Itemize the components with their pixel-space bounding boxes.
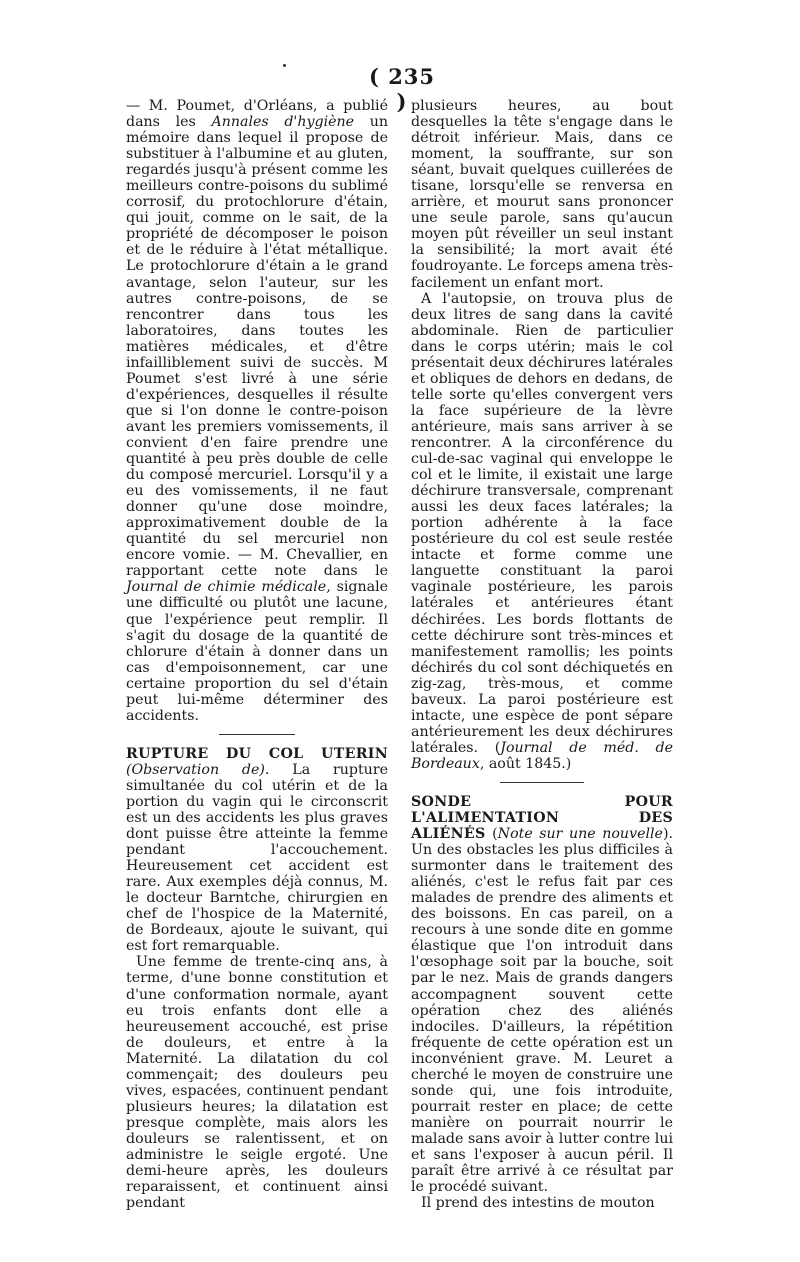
section-heading-rupture: RUPTURE DU COL UTERIN (126, 745, 388, 762)
citation-source: Journal de méd. de Bordeaux (411, 739, 673, 772)
section-subtitle-rupture: (Observation de). (126, 761, 270, 778)
print-speck (283, 64, 286, 67)
paragraph-rupture-continued: plusieurs heures, au bout desquelles la tête s'engage dans le détroit inférieur. Mais, dans ce moment, la souffrante, sur son séant, buvait quelques cuillerées de tisane, lorsqu'elle se renversa en arrière, et mourut sans prononcer une seule parole, sans qu'aucun moyen pût réveiller un seul instant la sensibilité; la mort avait été foudroyante. Le forceps amena très-facilement un enfant mort. (411, 98, 673, 291)
paragraph-rupture-autopsy: A l'autopsie, on trouva plus de deux litres de sang dans la cavité abdominale. Rien de particulier dans le corps utérin; mais le col présentait deux déchirures latérales et obliques de dehors en dedans, de telle sorte qu'elles convergent vers la face supérieure de la lèvre antérieure, mais sans arriver à se rencontrer. A la circonférence du cul-de-sac vaginal qui enveloppe le col et le limite, il existait une large déchirure transversale, comprenant aussi les deux faces latérales; la portion adhérente à la face postérieure du col est seule restée intacte et forme comme une languette constituant la paroi vaginale postérieure, les parois latérales et antérieures étant déchirées. Les bords flottants de cette déchirure sont très-minces et manifestement ramollis; les points déchirés du col sont déchiquetés en zig-zag, très-mous, et comme baveux. La paroi postérieure est intacte, une espèce de pont sépare antérieurement les deux déchirures latérales. (Journal de méd. de Bordeaux, août 1845.) (411, 290, 673, 772)
section-subtitle-sonde: Note sur une nouvelle (497, 826, 663, 843)
left-column (126, 98, 388, 1211)
paragraph-rupture-intro: RUPTURE DU COL UTERIN (Observation de). La rupture simultanée du col utérin et de la portion du vagin qui le circonscrit est un des accidents les plus graves dont puisse être atteinte la femme pendant l'accouchement. Heureusement cet accident est rare. Aux exemples déjà connus, M. le docteur Barntche, chirurgien en chef de l'hospice de la Maternité, de Bordeaux, ajoute le suivant, qui est fort remarquable. (126, 745, 388, 955)
paragraph-poumet: — M. Poumet, d'Orléans, a publié dans les Annales d'hygiène un mémoire dans lequel il propose de substituer à l'albumine et au gluten, regardés jusqu'à présent comme les meilleurs contre-poisons du sublimé corrosif, du protochlorure d'étain, qui jouit, comme on le sait, de la propriété de décomposer le poison et de le réduire à l'état métallique. Le protochlorure d'étain a le grand avantage, selon l'auteur, sur les autres contre-poisons, de se rencontrer dans tous les laboratoires, dans toutes les matières médicales, et d'être infailliblement suivi de succès. M Poumet s'est livré à une série d'expériences, desquelles il résulte que si l'on donne le contre-poison avant les premiers vomissements, il convient d'en faire prendre une quantité à peu près double de celle du composé mercuriel. Lorsqu'il y a eu des vomissements, il ne faut donner qu'une dose moindre, approximativement double de la quantité du sel mercuriel non encore vomie. — M. Chevallier, en rapportant cette note dans le Journal de chimie médicale, signale une difficulté ou plutôt une lacune, que l'expérience peut remplir. Il s'agit du dosage de la quantité de chlorure d'étain à donner dans un cas d'empoisonnement, car une certaine proportion du sel d'étain peut lui-même déterminer des accidents. (126, 98, 388, 724)
page-number: ( 235 ) (368, 64, 436, 114)
right-column (411, 98, 673, 1211)
paragraph-sonde-last: Il prend des intestins de mouton (421, 1195, 655, 1212)
section-divider (500, 782, 584, 783)
paragraph-sonde-intro: SONDE POUR L'ALIMENTATION DES ALIÉNÉS (Note sur une nouvelle). Un des obstacles les plus difficiles à surmonter dans le traitement des aliénés, c'est le refus fait par ces malades de prendre des aliments et des boissons. En cas pareil, on a recours à une sonde dite en gomme élastique que l'on introduit dans l'œsophage soit par la bouche, soit par le nez. Mais de grands dangers accompagnent souvent cette opération chez des aliénés indociles. D'ailleurs, la répétition fréquente de cette opération est un inconvénient grave. M. Leuret a cherché le moyen de construire une sonde qui, une fois introduite, pourrait rester en place; de cette manière on pourrait nourrir le malade sans avoir à lutter contre lui et sans l'exposer à aucun péril. Il paraît être arrivé à ce résultat par le procédé suivant. (411, 793, 673, 1196)
paragraph-rupture-case: Une femme de trente-cinq ans, à terme, d'une bonne constitution et d'une conformation normale, ayant eu trois enfants dont elle a heureusement accouché, est prise de douleurs, et entre à la Maternité. La dilatation du col commençait; des douleurs peu vives, espacées, continuent pendant plusieurs heures; la dilatation est presque complète, mais alors les douleurs se ralentissent, et on administre le seigle ergoté. Une demi-heure après, les douleurs reparaissent, et continuent ainsi pendant (126, 954, 388, 1212)
section-heading-sonde: SONDE POUR L'ALIMENTATION DES ALIÉNÉS (411, 793, 673, 843)
section-divider (219, 734, 295, 735)
